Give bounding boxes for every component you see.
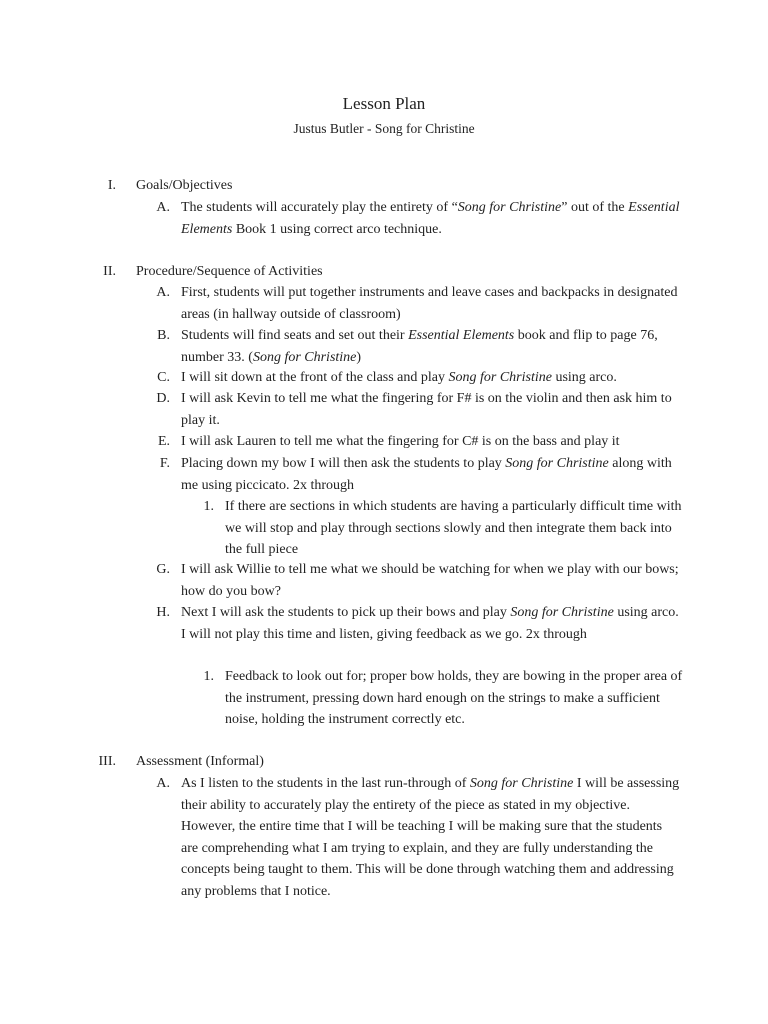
section-numeral: II. [103, 264, 116, 279]
item-text: I will ask Kevin to tell me what the fingering for F# is on the violin and then ask him to play it. [181, 391, 672, 428]
item-text: First, students will put together instruments and leave cases and backpacks in designated areas (in hallway outside of classroom) [181, 285, 678, 322]
item-text: Students will find seats and set out their Essential Elements book and flip to page 76, number 33. (Song for Christine) [181, 328, 658, 365]
sub-item-number: 1. [203, 669, 214, 684]
item-letter: A. [156, 200, 170, 215]
sub-item-text: If there are sections in which students are having a particularly difficult time with we will stop and play through sections slowly and then integrate them back into the full piece [225, 499, 682, 557]
section-numeral: III. [98, 754, 116, 769]
document-subtitle: Justus Butler - Song for Christine [293, 121, 475, 136]
item-text: Next I will ask the students to pick up their bows and play Song for Christine using arco. I will not play this time and listen, giving feedback as we go. 2x through [181, 605, 679, 642]
item-letter: D. [156, 391, 170, 406]
item-text: As I listen to the students in the last run-through of Song for Christine I will be assessing their ability to accurately play the entirety of the piece as stated in my objective. However, the entire time that I will be teaching I will be making sure that the students are comprehending what I am trying to explain, and they are fully understanding the concepts being taught to them. This will be done through watching them and addressing any problems that I notice. [181, 776, 680, 899]
item-letter: A. [156, 285, 170, 300]
item-letter: B. [157, 328, 170, 343]
item-letter: G. [156, 562, 170, 577]
item-letter: F. [159, 456, 170, 471]
item-letter: E. [157, 434, 170, 449]
item-text: The students will accurately play the entirety of “Song for Christine” out of the Essential Elements Book 1 using correct arco technique. [181, 200, 680, 237]
document-title: Lesson Plan [342, 94, 426, 113]
item-text: I will ask Lauren to tell me what the fingering for C# is on the bass and play it [181, 434, 620, 449]
item-letter: A. [156, 776, 170, 791]
item-text: I will ask Willie to tell me what we should be watching for when we play with our bows; how do you bow? [181, 562, 679, 599]
section-title: Assessment (Informal) [136, 754, 264, 769]
section-title: Goals/Objectives [136, 178, 233, 193]
item-letter: H. [156, 605, 170, 620]
item-text: Placing down my bow I will then ask the students to play Song for Christine along with me using piccicato. 2x through [181, 456, 672, 493]
sub-item-number: 1. [203, 499, 214, 514]
section-numeral: I. [107, 178, 116, 193]
section-title: Procedure/Sequence of Activities [136, 264, 323, 279]
sub-item-text: Feedback to look out for; proper bow holds, they are bowing in the proper area of the instrument, pressing down hard enough on the strings to make a sufficient noise, holding the instrument correctly etc. [225, 669, 683, 727]
item-text: I will sit down at the front of the class and play Song for Christine using arco. [181, 370, 617, 385]
item-letter: C. [157, 370, 170, 385]
